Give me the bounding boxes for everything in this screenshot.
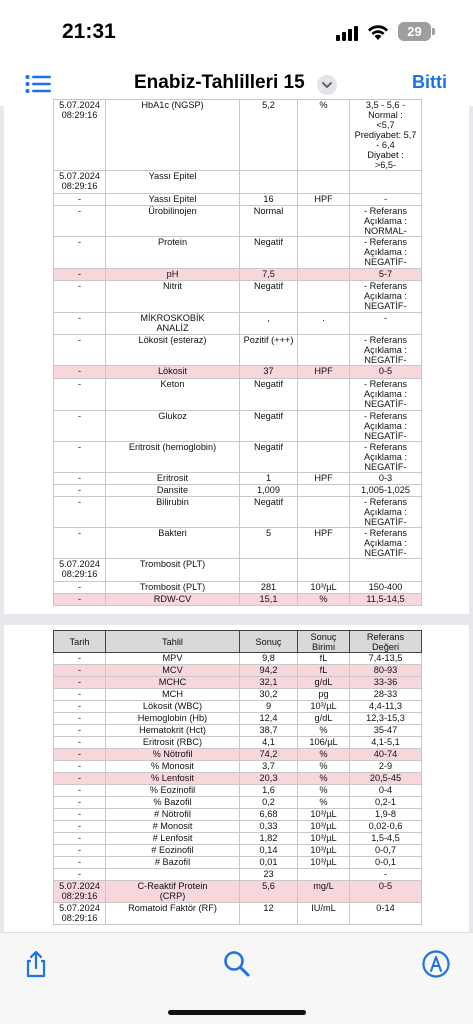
- cell-unit: [298, 171, 350, 194]
- table-row: [54, 269, 422, 281]
- cell-reference: 12,3-15,3: [350, 713, 422, 725]
- cell-date: -: [54, 737, 106, 749]
- cell-result: Normal: [240, 206, 298, 237]
- cell-unit: 10³/µL: [298, 582, 350, 594]
- table-row: [54, 594, 422, 606]
- cell-reference: 4,4-11,3: [350, 701, 422, 713]
- table-row: [54, 833, 422, 845]
- table-row: [54, 761, 422, 773]
- cell-result: Negatif: [240, 497, 298, 528]
- cell-unit: HPF: [298, 194, 350, 206]
- cell-unit: IU/mL: [298, 903, 350, 925]
- cell-reference: [350, 171, 422, 194]
- cell-result: 5,2: [240, 100, 298, 171]
- cell-result: 5: [240, 528, 298, 559]
- cell-test: % Monosit: [106, 761, 240, 773]
- cell-result: [240, 171, 298, 194]
- cell-test: # Eozinofil: [106, 845, 240, 857]
- table-row: [54, 665, 422, 677]
- cell-unit: fL: [298, 665, 350, 677]
- table-row: [54, 845, 422, 857]
- cell-date: -: [54, 869, 106, 881]
- table-row: [54, 281, 422, 313]
- table-row: [54, 773, 422, 785]
- cell-reference: 5-7: [350, 269, 422, 281]
- cell-unit: %: [298, 797, 350, 809]
- cell-test: [106, 869, 240, 881]
- cell-date: -: [54, 653, 106, 665]
- cell-test: pH: [106, 269, 240, 281]
- cell-reference: 33-36: [350, 677, 422, 689]
- table-row: [54, 366, 422, 379]
- cell-date: -: [54, 485, 106, 497]
- cell-date: -: [54, 857, 106, 869]
- cell-date: 5.07.2024 08:29:16: [54, 881, 106, 903]
- cell-result: 1: [240, 473, 298, 485]
- cell-result: 23: [240, 869, 298, 881]
- cell-result: 281: [240, 582, 298, 594]
- cell-reference: 0,2-1: [350, 797, 422, 809]
- cell-test: Ürobilinojen: [106, 206, 240, 237]
- cell-result: 74,2: [240, 749, 298, 761]
- cell-test: MCHC: [106, 677, 240, 689]
- cell-test: HbA1c (NGSP): [106, 100, 240, 171]
- cell-unit: 106/µL: [298, 737, 350, 749]
- table-row: [54, 194, 422, 206]
- cell-reference: 4,1-5,1: [350, 737, 422, 749]
- cell-date: -: [54, 809, 106, 821]
- cell-reference: - Referans Açıklama : NEGATİF-: [350, 442, 422, 473]
- table-row: [54, 100, 422, 171]
- cell-result: Negatif: [240, 237, 298, 269]
- table-row: [54, 582, 422, 594]
- table-row: [54, 809, 422, 821]
- cell-date: -: [54, 689, 106, 701]
- cell-test: Eritrosit (hemoglobin): [106, 442, 240, 473]
- cell-result: 94,2: [240, 665, 298, 677]
- cell-date: -: [54, 379, 106, 411]
- table-row: [54, 903, 422, 925]
- cell-reference: 20,5-45: [350, 773, 422, 785]
- column-header: Tarih: [54, 631, 106, 653]
- cell-reference: - Referans Açıklama : NORMAL-: [350, 206, 422, 237]
- cell-test: # Bazofil: [106, 857, 240, 869]
- cell-result: 0,2: [240, 797, 298, 809]
- cell-date: -: [54, 749, 106, 761]
- document-page-1: [4, 100, 469, 614]
- cell-result: 0,33: [240, 821, 298, 833]
- cell-unit: [298, 281, 350, 313]
- table-row: [54, 881, 422, 903]
- cell-unit: [298, 411, 350, 442]
- cell-test: Bilirubin: [106, 497, 240, 528]
- table-row: [54, 335, 422, 366]
- cell-test: Glukoz: [106, 411, 240, 442]
- cell-result: 3,7: [240, 761, 298, 773]
- cell-test: Trombosit (PLT): [106, 559, 240, 582]
- status-time: 21:31: [62, 20, 116, 43]
- cell-reference: -: [350, 194, 422, 206]
- cell-unit: %: [298, 594, 350, 606]
- cell-unit: HPF: [298, 528, 350, 559]
- cell-test: Lökosit (esteraz): [106, 335, 240, 366]
- table-row: [54, 528, 422, 559]
- cell-test: # Lenfosit: [106, 833, 240, 845]
- cell-date: 5.07.2024 08:29:16: [54, 559, 106, 582]
- cell-test: C-Reaktif Protein (CRP): [106, 881, 240, 903]
- status-bar: [0, 0, 473, 62]
- cell-date: -: [54, 701, 106, 713]
- cell-reference: 11,5-14,5: [350, 594, 422, 606]
- cell-date: -: [54, 366, 106, 379]
- cell-result: Negatif: [240, 442, 298, 473]
- cell-reference: - Referans Açıklama : NEGATİF-: [350, 528, 422, 559]
- cell-date: -: [54, 773, 106, 785]
- cell-result: 4,1: [240, 737, 298, 749]
- cell-test: Eritrosit: [106, 473, 240, 485]
- cell-reference: 28-33: [350, 689, 422, 701]
- cell-result: Negatif: [240, 379, 298, 411]
- table-row: [54, 713, 422, 725]
- cell-result: 1,6: [240, 785, 298, 797]
- cell-unit: 10³/µL: [298, 701, 350, 713]
- chevron-down-icon: [317, 75, 337, 95]
- cell-test: MCH: [106, 689, 240, 701]
- column-header: Sonuç: [240, 631, 298, 653]
- cell-result: 20,3: [240, 773, 298, 785]
- table-row: [54, 749, 422, 761]
- cell-date: -: [54, 713, 106, 725]
- cell-date: -: [54, 797, 106, 809]
- cell-unit: [298, 379, 350, 411]
- table-row: [54, 237, 422, 269]
- cell-reference: [350, 559, 422, 582]
- cell-test: % Lenfosit: [106, 773, 240, 785]
- cell-result: 32,1: [240, 677, 298, 689]
- cell-date: -: [54, 194, 106, 206]
- cell-reference: - Referans Açıklama : NEGATİF-: [350, 237, 422, 269]
- cell-date: 5.07.2024 08:29:16: [54, 100, 106, 171]
- cell-reference: 0-14: [350, 903, 422, 925]
- table-row: [54, 379, 422, 411]
- cell-result: Negatif: [240, 281, 298, 313]
- cell-test: % Eozinofil: [106, 785, 240, 797]
- cell-unit: g/dL: [298, 713, 350, 725]
- cell-date: -: [54, 411, 106, 442]
- cell-result: 37: [240, 366, 298, 379]
- cell-reference: - Referans Açıklama : NEGATİF-: [350, 411, 422, 442]
- cell-date: -: [54, 497, 106, 528]
- cell-unit: %: [298, 749, 350, 761]
- cell-test: # Nötrofil: [106, 809, 240, 821]
- cell-test: Protein: [106, 237, 240, 269]
- cell-date: -: [54, 335, 106, 366]
- table-header-row: [54, 631, 422, 653]
- cell-reference: -: [350, 869, 422, 881]
- cell-unit: [298, 497, 350, 528]
- cell-date: -: [54, 269, 106, 281]
- cell-test: MCV: [106, 665, 240, 677]
- cell-reference: -: [350, 313, 422, 335]
- battery-icon: 29: [398, 22, 431, 41]
- document-viewer[interactable]: [0, 100, 473, 932]
- cell-date: 5.07.2024 08:29:16: [54, 903, 106, 925]
- cell-test: # Monosit: [106, 821, 240, 833]
- cell-test: % Bazofil: [106, 797, 240, 809]
- document-page-2: [4, 625, 469, 932]
- cell-reference: 150-400: [350, 582, 422, 594]
- cell-result: 30,2: [240, 689, 298, 701]
- cell-test: Nitrit: [106, 281, 240, 313]
- cell-date: 5.07.2024 08:29:16: [54, 171, 106, 194]
- table-row: [54, 689, 422, 701]
- table-row: [54, 857, 422, 869]
- home-indicator: [168, 1010, 306, 1015]
- cell-reference: - Referans Açıklama : NEGATİF-: [350, 379, 422, 411]
- table-row: [54, 473, 422, 485]
- table-row: [54, 206, 422, 237]
- table-row: [54, 701, 422, 713]
- cell-test: MİKROSKOBİK ANALİZ: [106, 313, 240, 335]
- cell-test: Trombosit (PLT): [106, 582, 240, 594]
- cell-date: -: [54, 206, 106, 237]
- cell-date: -: [54, 785, 106, 797]
- cell-result: 0,01: [240, 857, 298, 869]
- cell-result: 0,14: [240, 845, 298, 857]
- cell-test: Yassı Epitel: [106, 171, 240, 194]
- cell-unit: 10³/µL: [298, 809, 350, 821]
- cell-unit: g/dL: [298, 677, 350, 689]
- cell-reference: 0,02-0,6: [350, 821, 422, 833]
- column-header: Referans Değeri: [350, 631, 422, 653]
- cell-reference: - Referans Açıklama : NEGATİF-: [350, 281, 422, 313]
- done-button[interactable]: Bitti: [412, 72, 447, 92]
- cell-unit: %: [298, 725, 350, 737]
- cell-result: Negatif: [240, 411, 298, 442]
- cell-reference: - Referans Açıklama : NEGATİF-: [350, 497, 422, 528]
- cell-test: Eritrosit (RBC): [106, 737, 240, 749]
- cell-unit: 10³/µL: [298, 821, 350, 833]
- cell-unit: [298, 206, 350, 237]
- table-row: [54, 797, 422, 809]
- cell-date: -: [54, 833, 106, 845]
- cell-unit: [298, 869, 350, 881]
- cell-unit: fL: [298, 653, 350, 665]
- cell-result: 38,7: [240, 725, 298, 737]
- cell-reference: 0-4: [350, 785, 422, 797]
- cell-date: -: [54, 821, 106, 833]
- cell-test: Dansite: [106, 485, 240, 497]
- cell-reference: 7,4-13,5: [350, 653, 422, 665]
- cell-unit: 10³/µL: [298, 845, 350, 857]
- cell-test: Romatoid Faktör (RF): [106, 903, 240, 925]
- cell-test: RDW-CV: [106, 594, 240, 606]
- lab-results-table-2: [53, 630, 422, 925]
- cell-date: -: [54, 473, 106, 485]
- cell-test: MPV: [106, 653, 240, 665]
- cell-test: Keton: [106, 379, 240, 411]
- cell-unit: [298, 485, 350, 497]
- cell-date: -: [54, 281, 106, 313]
- table-row: [54, 677, 422, 689]
- cell-result: ,: [240, 313, 298, 335]
- cell-date: -: [54, 528, 106, 559]
- cell-reference: 40-74: [350, 749, 422, 761]
- table-row: [54, 485, 422, 497]
- cell-unit: HPF: [298, 366, 350, 379]
- cell-unit: %: [298, 761, 350, 773]
- battery-nub: [432, 28, 435, 35]
- cell-date: -: [54, 582, 106, 594]
- share-icon[interactable]: [21, 949, 51, 979]
- cell-reference: - Referans Açıklama : NEGATİF-: [350, 335, 422, 366]
- cell-reference: 2-9: [350, 761, 422, 773]
- cell-test: Lökosit (WBC): [106, 701, 240, 713]
- cell-result: 12: [240, 903, 298, 925]
- cell-result: 9: [240, 701, 298, 713]
- cell-unit: 10³/µL: [298, 857, 350, 869]
- cell-date: -: [54, 725, 106, 737]
- cell-date: -: [54, 594, 106, 606]
- table-row: [54, 785, 422, 797]
- cell-test: Yassı Epitel: [106, 194, 240, 206]
- cell-unit: [298, 559, 350, 582]
- cell-reference: 0-3: [350, 473, 422, 485]
- cell-unit: pg: [298, 689, 350, 701]
- cell-unit: HPF: [298, 473, 350, 485]
- markup-icon[interactable]: [421, 949, 451, 979]
- cell-result: 5,6: [240, 881, 298, 903]
- cell-unit: [298, 237, 350, 269]
- document-title: Enabiz-Tahlilleri 15: [134, 72, 305, 93]
- cell-unit: [298, 442, 350, 473]
- lab-results-table-1: [53, 99, 422, 606]
- cell-result: 12,4: [240, 713, 298, 725]
- table-row: [54, 313, 422, 335]
- cell-reference: 0-0,7: [350, 845, 422, 857]
- cell-result: 7,5: [240, 269, 298, 281]
- cell-unit: %: [298, 785, 350, 797]
- cell-date: -: [54, 677, 106, 689]
- table-row: [54, 171, 422, 194]
- table-row: [54, 869, 422, 881]
- search-icon[interactable]: [222, 949, 252, 979]
- cell-reference: 3,5 - 5,6 - Normal : <5,7 Prediyabet: 5,7 - 6,4 Diyabet : >6,5-: [350, 100, 422, 171]
- cell-unit: [298, 335, 350, 366]
- cell-date: -: [54, 237, 106, 269]
- cell-date: -: [54, 313, 106, 335]
- cell-unit: %: [298, 773, 350, 785]
- cell-unit: %: [298, 100, 350, 171]
- wifi-icon: [366, 23, 390, 41]
- cell-result: 1,009: [240, 485, 298, 497]
- cell-unit: .: [298, 313, 350, 335]
- table-row: [54, 821, 422, 833]
- list-icon[interactable]: [25, 74, 51, 94]
- title-menu-button[interactable]: [317, 75, 337, 95]
- cell-result: Pozitif (+++): [240, 335, 298, 366]
- cell-reference: 80-93: [350, 665, 422, 677]
- cell-reference: 1,5-4,5: [350, 833, 422, 845]
- cell-unit: 10³/µL: [298, 833, 350, 845]
- table-row: [54, 411, 422, 442]
- cell-unit: mg/L: [298, 881, 350, 903]
- cell-test: Hemoglobin (Hb): [106, 713, 240, 725]
- table-row: [54, 737, 422, 749]
- cell-reference: 35-47: [350, 725, 422, 737]
- cell-reference: 1,005-1,025: [350, 485, 422, 497]
- table-row: [54, 653, 422, 665]
- cell-reference: 1,9-8: [350, 809, 422, 821]
- cell-date: -: [54, 665, 106, 677]
- cell-result: [240, 559, 298, 582]
- cell-test: % Nötrofil: [106, 749, 240, 761]
- cell-test: Bakteri: [106, 528, 240, 559]
- column-header: Tahlil: [106, 631, 240, 653]
- table-row: [54, 559, 422, 582]
- cell-result: 15,1: [240, 594, 298, 606]
- cell-date: -: [54, 442, 106, 473]
- cell-result: 9,8: [240, 653, 298, 665]
- cell-date: -: [54, 761, 106, 773]
- cell-reference: 0-0,1: [350, 857, 422, 869]
- cell-test: Hematokrit (Hct): [106, 725, 240, 737]
- column-header: Sonuç Birimi: [298, 631, 350, 653]
- cell-date: -: [54, 845, 106, 857]
- cell-result: 6,68: [240, 809, 298, 821]
- cellular-signal-icon: [336, 25, 360, 41]
- table-row: [54, 725, 422, 737]
- cell-test: Lökosit: [106, 366, 240, 379]
- cell-reference: 0-5: [350, 366, 422, 379]
- table-row: [54, 442, 422, 473]
- cell-reference: 0-5: [350, 881, 422, 903]
- table-row: [54, 497, 422, 528]
- cell-result: 16: [240, 194, 298, 206]
- cell-result: 1,82: [240, 833, 298, 845]
- cell-unit: [298, 269, 350, 281]
